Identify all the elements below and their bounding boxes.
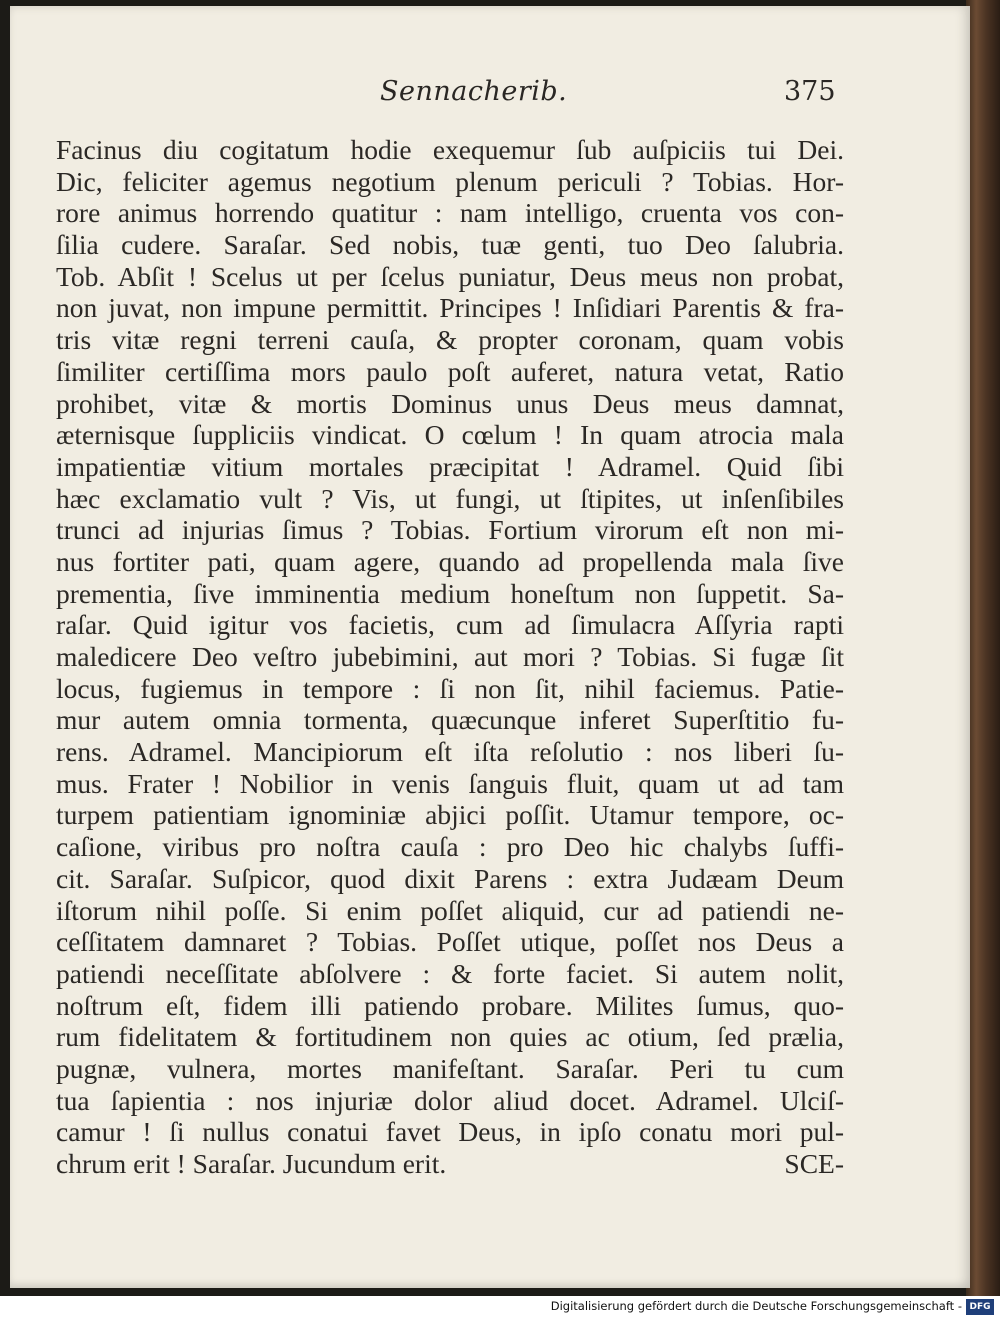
text-line: ſilia cudere. Saraſar. Sed nobis, tuæ genti, tuo Deo ſalubria. (56, 229, 844, 261)
text-line: æternisque ſuppliciis vindicat. O cœlum ! In quam atrocia mala (56, 419, 844, 451)
text-line: Tob. Abſit ! Scelus ut per ſcelus puniatur, Deus meus non probat, (56, 260, 844, 292)
funding-credit: Digitalisierung gefördert durch die Deutsche Forschungsgemeinschaft - (550, 1299, 962, 1313)
text-line: ſimiliter certiſſima mors paulo poſt auferet, natura vetat, Ratio (56, 355, 844, 387)
text-line: trunci ad injurias ſimus ? Tobias. Fortium virorum eſt non mi- (56, 514, 844, 546)
page-number: 375 (784, 76, 836, 107)
text-line-last (56, 1148, 844, 1180)
text-line: pugnæ, vulnera, mortes manifeſtant. Saraſar. Peri tu cum (56, 1052, 844, 1084)
text-line: raſar. Quid igitur vos facietis, cum ad ſimulacra Aſſyria rapti (56, 609, 844, 641)
text-line: caſione, viribus pro noſtra cauſa : pro Deo hic chalybs ſuffi- (56, 831, 844, 863)
text-line: tris vitæ regni terreni cauſa, & propter coronam, quam vobis (56, 324, 844, 356)
text-line: Dic, feliciter agemus negotium plenum periculi ? Tobias. Hor- (56, 165, 844, 197)
body-text (56, 134, 844, 1180)
text-line: cit. Saraſar. Suſpicor, quod dixit Parens : extra Judæam Deum (56, 862, 844, 894)
running-head-title: Sennacherib. (380, 76, 568, 107)
text-line: hæc exclamatio vult ? Vis, ut fungi, ut ſtipites, ut inſenſibiles (56, 482, 844, 514)
text-line: rore animus horrendo quatitur : nam intelligo, cruenta vos con- (56, 197, 844, 229)
text-line: iſtorum nihil poſſe. Si enim poſſet aliquid, cur ad patiendi ne- (56, 894, 844, 926)
text-line-last-content: chrum erit ! Saraſar. Jucundum erit. (56, 1148, 447, 1179)
text-line: locus, fugiemus in tempore : ſi non ſit, nihil faciemus. Patie- (56, 672, 844, 704)
text-line: mus. Frater ! Nobilior in venis ſanguis fluit, quam ut ad tam (56, 767, 844, 799)
text-line: Facinus diu cogitatum hodie exequemur ſub auſpiciis tui Dei. (56, 134, 844, 165)
text-line: nus fortiter pati, quam agere, quando ad propellenda mala ſive (56, 545, 844, 577)
book-edge (966, 0, 1000, 1296)
text-line: rens. Adramel. Mancipiorum eſt iſta reſolutio : nos liberi ſu- (56, 736, 844, 768)
book-page (10, 6, 970, 1288)
running-head (10, 76, 970, 116)
text-line: prohibet, vitæ & mortis Dominus unus Deus meus damnat, (56, 387, 844, 419)
text-line: mur autem omnia tormenta, quæcunque inferet Superſtitio fu- (56, 704, 844, 736)
text-line: rum fidelitatem & fortitudinem non quies ac otium, ſed prælia, (56, 1021, 844, 1053)
text-line: ceſſitatem damnaret ? Tobias. Poſſet utique, poſſet nos Deus a (56, 926, 844, 958)
text-line: maledicere Deo veſtro jubebimini, aut mori ? Tobias. Si fugæ ſit (56, 641, 844, 672)
text-line: camur ! ſi nullus conatui favet Deus, in ipſo conatu mori pul- (56, 1116, 844, 1148)
text-line: prementia, ſive imminentia medium honeſtum non ſuppetit. Sa- (56, 577, 844, 609)
text-line: noſtrum eſt, fidem illi patiendo probare. Milites ſumus, quo- (56, 989, 844, 1021)
text-line: non juvat, non impune permittit. Principes ! Inſidiari Parentis & fra- (56, 292, 844, 324)
text-line: tua ſapientia : nos injuriæ dolor aliud docet. Adramel. Ulciſ- (56, 1084, 844, 1116)
dfg-logo-icon: DFG (966, 1299, 994, 1315)
catchword: SCE- (784, 1148, 844, 1179)
digitization-footer (0, 1296, 1000, 1319)
text-line: impatientiæ vitium mortales præcipitat ! Adramel. Quid ſibi (56, 450, 844, 482)
text-line: turpem patientiam ignominiæ abjici poſſit. Utamur tempore, oc- (56, 799, 844, 831)
text-line: patiendi neceſſitate abſolvere : & forte faciet. Si autem nolit, (56, 957, 844, 989)
